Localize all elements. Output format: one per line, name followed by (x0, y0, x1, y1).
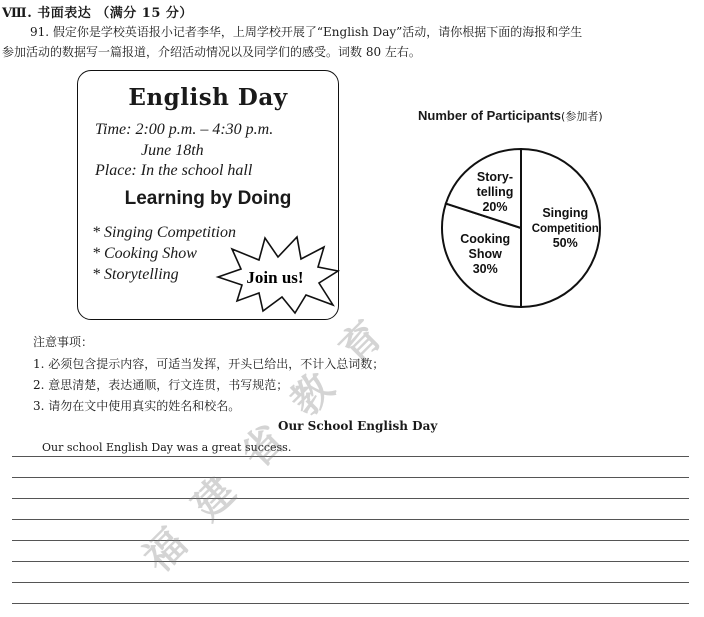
writing-line (12, 477, 689, 478)
prompt-line-1: 91. 假定你是学校英语报小记者李华，上周学校开展了“English Day”活动，请你根据下面的海报和学生 (30, 25, 583, 39)
watermark-char: 教 (281, 363, 343, 426)
writing-line (12, 540, 689, 541)
watermark-char: 建 (183, 467, 245, 530)
poster-motto: Learning by Doing (124, 188, 292, 209)
join-us-text: Join us! (246, 268, 304, 287)
pie-category-label-2: telling (476, 185, 514, 200)
watermark-char: 省 (232, 415, 294, 478)
writing-line (12, 456, 689, 457)
essay-opening: Our school English Day was a great success. (42, 441, 292, 454)
poster-title: English Day (128, 84, 288, 111)
watermark-char: 育 (330, 311, 392, 374)
chart-title-en: Number of Participants (418, 108, 562, 123)
chart-title-zh: (参加者) (561, 110, 603, 123)
note-item-3: 3. 请勿在文中使用真实的姓名和校名。 (33, 399, 241, 413)
note-item-2: 2. 意思清楚，表达通顺，行文连贯，书写规范； (33, 378, 289, 392)
section-heading: Ⅷ. 书面表达 （满分 15 分） (2, 6, 193, 21)
prompt-line-2: 参加活动的数据写一篇报道，介绍活动情况以及同学们的感受。词数 80 左右。 (2, 45, 421, 59)
pie-value-label-0: 50% (552, 236, 578, 250)
essay-title: Our School English Day (278, 419, 438, 433)
participants-pie-chart (435, 142, 607, 314)
poster-place: Place: In the school hall (95, 162, 253, 179)
watermark-char: 福 (134, 519, 196, 582)
pie-value-label-1: 30% (472, 262, 498, 277)
poster-item-storytelling: * Storytelling (92, 266, 179, 283)
notes-heading: 注意事项： (33, 335, 94, 349)
pie-category-label-2: Story- (476, 170, 514, 185)
poster-item-singing: * Singing Competition (92, 224, 236, 241)
join-us-starburst (215, 233, 341, 315)
writing-line (12, 519, 689, 520)
poster-time: Time: 2:00 p.m. – 4:30 p.m. (95, 121, 274, 138)
chart-title (418, 108, 603, 124)
poster-item-cooking: * Cooking Show (92, 245, 197, 262)
pie-value-label-2: 20% (482, 200, 508, 215)
poster-date: June 18th (141, 142, 204, 159)
pie-category-label-1: Cooking (460, 232, 511, 247)
pie-category-label-1: Show (468, 247, 502, 262)
pie-category-label-0: Singing (542, 206, 589, 220)
writing-line (12, 582, 689, 583)
pie-category-label-0: Competition (531, 223, 599, 235)
writing-line (12, 498, 689, 499)
note-item-1: 1. 必须包含提示内容，可适当发挥，开头已给出，不计入总词数； (33, 357, 385, 371)
writing-line (12, 561, 689, 562)
writing-line (12, 603, 689, 604)
event-poster (77, 70, 339, 320)
